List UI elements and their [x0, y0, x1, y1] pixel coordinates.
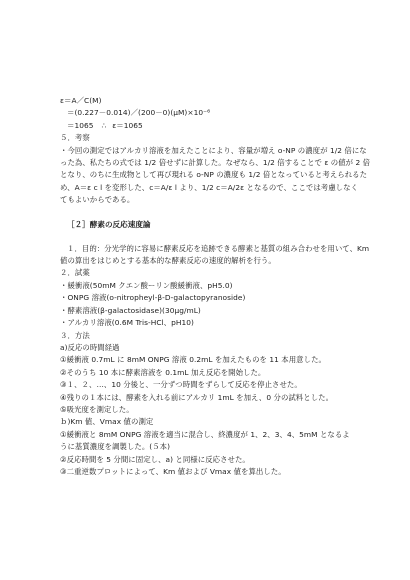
method-heading: ３．方法: [60, 330, 90, 340]
method-step: ⑤吸光度を測定した。: [60, 404, 134, 414]
method-step: ③二重逆数プロットによって、Km 値および Vmax 値を算出した。: [60, 466, 286, 476]
calc-line-3: [60, 120, 364, 132]
method-step: ④残りの１本には、酵素を入れる前にアルカリ 1mL を加え、0 分の試料とした。: [60, 392, 334, 402]
method-step: ①緩衝液と 8mM ONPG 溶液を適当に混合し、終濃度が 1、2、3、4、5mM となるよ: [60, 429, 350, 439]
discussion-line: となり、のちに生成物として再び現れる o-NP の濃度も 1/2 倍となっていると考えられるた: [60, 170, 368, 180]
reagents-section: [60, 267, 364, 329]
method-section: [60, 330, 364, 479]
method-step: ②反応時間を 5 分間に固定し、a) と同様に反応させた。: [60, 454, 250, 464]
discussion-line: め、A＝ε c l を変形した、c＝A/ε l より、1/2 c＝A/2ε となるので、ここでは考慮しなく: [60, 182, 359, 192]
reagent-item: ・ONPG 溶液(o-nitropheyl-β-D-galactopyranoside): [60, 293, 246, 303]
reagents-heading: ２．試薬: [60, 268, 90, 278]
discussion-heading: ５．考察: [60, 133, 90, 143]
purpose-line: １．目的：分光学的に容易に酵素反応を追跡できる酵素と基質の組み合わせを用いて、Km: [67, 243, 370, 253]
spacer: [60, 231, 364, 243]
section-title: ［２］酵素の反応速度論: [67, 219, 151, 229]
reagent-item: ・アルカリ溶液(0.6M Tris-HCl、pH10): [60, 318, 194, 328]
method-step: ①緩衝液 0.7mL に 8mM ONPG 溶液 0.2mL を加えたものを 11 本用意した。: [60, 355, 326, 365]
purpose-line: 値の算出をはじめとする基本的な酵素反応の速度的解析を行う。: [60, 256, 276, 266]
reagent-item: ・緩衝液(50mM クエン酸ーリン酸緩衝液、pH5.0): [60, 280, 233, 290]
calc-value: ＝1065: [67, 120, 94, 130]
calc-line-1: ε＝A／C(M): [60, 96, 102, 105]
therefore-mark: ∴: [101, 120, 107, 130]
calc-result: ε＝1065: [112, 120, 143, 130]
method-step: ②そのうち 10 本に酵素溶液を 0.1mL 加え反応を開始した。: [60, 367, 266, 377]
discussion-line: った為、私たちの式では 1/2 倍せずに計算した。なぜなら、1/2 倍することで ε の値が 2 倍: [60, 158, 371, 168]
method-step: ③１、２、…、10 分後と、一分ずつ時間をずらして反応を停止させた。: [60, 380, 302, 390]
purpose-section: [60, 243, 370, 268]
method-subheading-a: a)反応の時間経過: [60, 342, 120, 352]
method-step: うに基質濃度を調製した。(５本): [60, 442, 171, 452]
discussion-section: [60, 132, 371, 206]
epsilon-calculation: [60, 95, 364, 132]
reagent-item: ・酵素溶液(β-galactosidase)(30μg/mL): [60, 305, 201, 315]
discussion-line: ・今回の測定ではアルカリ溶液を加えたことにより、容量が増え o-NP の濃度が 1/2 倍にな: [60, 145, 367, 155]
spacer: [60, 207, 364, 219]
document-page: [60, 95, 371, 478]
calc-line-2: ＝(0.227－0.014)／(200－0)(μM)×10⁻⁶: [67, 108, 211, 118]
discussion-line: てもよいからである。: [60, 195, 135, 205]
method-subheading-b: ｂ)Km 値、Vmax 値の測定: [60, 417, 154, 427]
